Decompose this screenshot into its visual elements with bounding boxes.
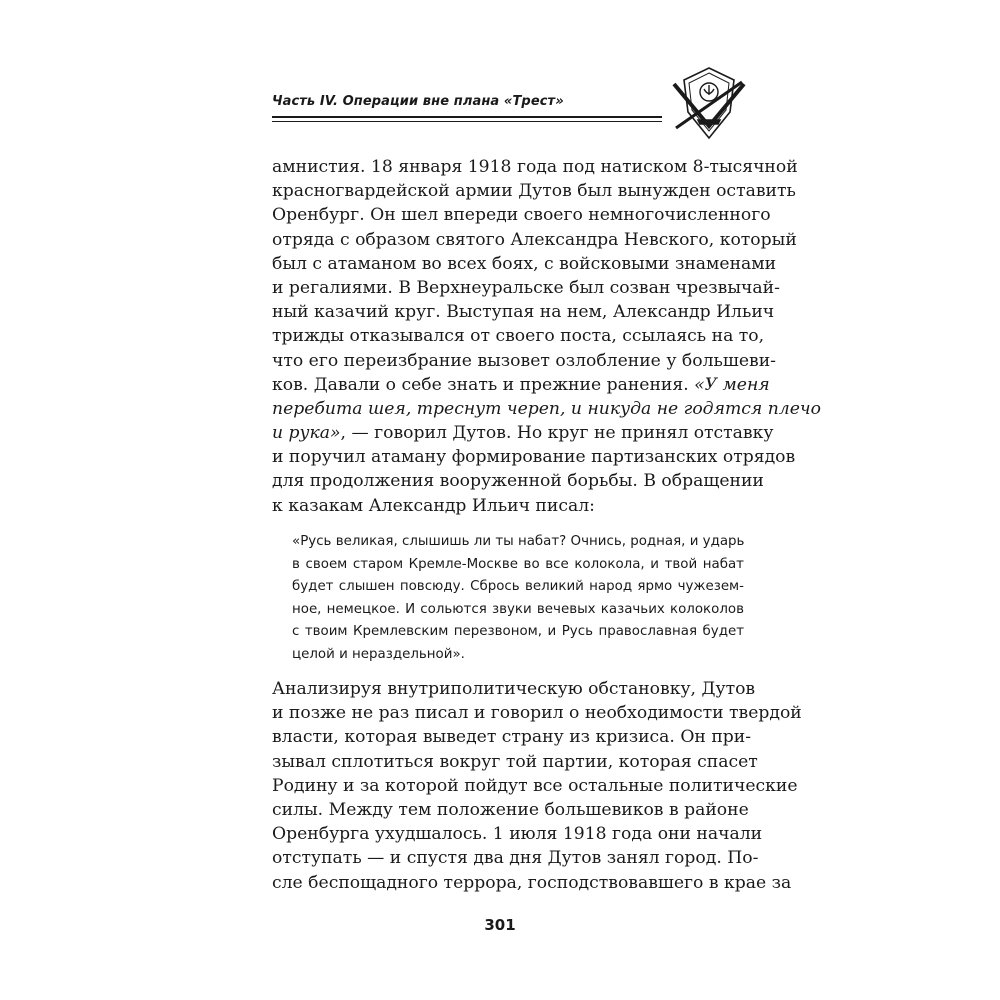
text-line: отступать — и спустя два дня Дутов занял город. По- [272,848,759,869]
text-run: , — говорил Дутов. Но круг не принял отставку [340,423,774,444]
vchk-shield-emblem-icon [668,62,750,144]
paragraph-1 [272,155,821,518]
text-line: к казакам Александр Ильич писал: [272,495,595,516]
paragraph-2 [272,677,802,895]
text-line: что его переизбрание вызовет озлобление у большеви- [272,350,776,371]
quote-line: в своем старом Кремле-Москве во все колокола, и твой набат [292,556,744,572]
quote-line: ное, немецкое. И сольются звуки вечевых казачьих колоколов [292,601,744,617]
text-line [272,397,821,421]
text-line: для продолжения вооруженной борьбы. В обращении [272,471,764,492]
text-line: амнистия. 18 января 1918 года под натиском 8-тысячной [272,157,798,177]
header-rule [272,116,662,118]
page-number: 301 [484,916,516,934]
header-rule-thin [272,121,662,122]
text-line: и регалиями. В Верхнеуральске был созван чрезвычай- [272,277,780,298]
quoted-italic: и рука» [272,423,341,444]
quote-line: с твоим Кремлевским перезвоном, и Русь православная будет [292,624,744,640]
text-line: и поручил атаману формирование партизанских отрядов [272,447,796,468]
block-quote [292,531,744,667]
text-line: Анализируя внутриполитическую обстановку, Дутов [272,679,756,699]
text-line: Оренбург. Он шел впереди своего немногочисленного [272,205,771,226]
quoted-italic: перебита шея, треснут череп, и никуда не годятся плечо [272,398,821,419]
text-run: ков. Давали о себе знать и прежние ранения. [272,374,695,395]
text-line: силы. Между тем положение большевиков в районе [272,799,749,820]
text-line: отряда с образом святого Александра Невского, который [272,229,797,250]
text-line: ный казачий круг. Выступая на нем, Александр Ильич [272,302,775,323]
text-line: власти, которая выведет страну из кризиса. Он при- [272,727,752,748]
running-head: Часть IV. Операции вне плана «Трест» [272,94,564,109]
quote-line: «Русь великая, слышишь ли ты набат? Очнись, родная, и ударь [292,534,745,549]
text-line: был с атаманом во всех боях, с войсковыми знаменами [272,253,777,274]
quoted-italic: «У меня [694,374,770,395]
text-line [272,421,774,445]
text-line: красногвардейской армии Дутов был вынужден оставить [272,181,796,202]
text-line [272,373,770,397]
text-line: трижды отказывался от своего поста, ссылаясь на то, [272,326,765,347]
text-line: сле беспощадного террора, господствовавшего в крае за [272,872,792,893]
quote-line: будет слышен повсюду. Сбрось великий народ ярмо чужезем- [292,579,744,595]
text-line: зывал сплотиться вокруг той партии, которая спасет [272,751,758,772]
text-line: Родину и за которой пойдут все остальные политические [272,775,798,796]
text-line: Оренбурга ухудшалось. 1 июля 1918 года они начали [272,824,763,845]
quote-line: целой и нераздельной». [292,646,465,662]
text-line: и позже не раз писал и говорил о необходимости твердой [272,703,802,724]
